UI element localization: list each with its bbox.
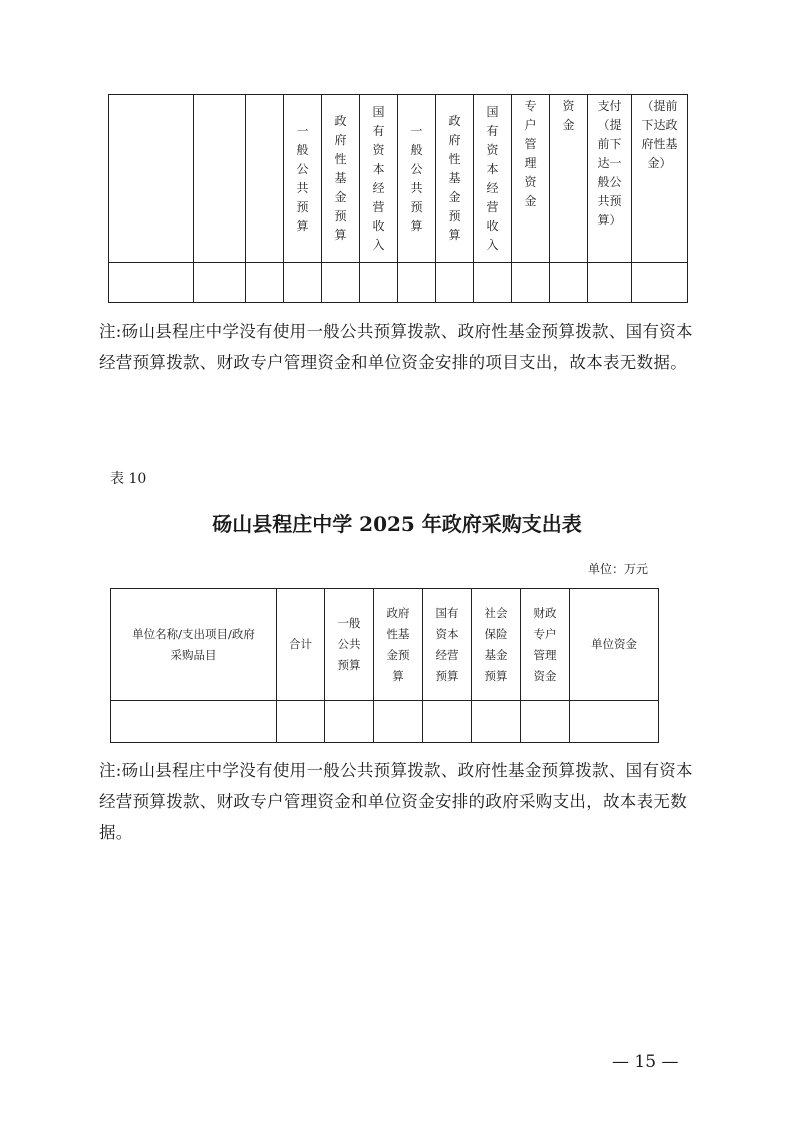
table-cell bbox=[472, 701, 521, 743]
header-cell: 支付 （提 前下 达一 般公 共预 算） bbox=[588, 95, 632, 263]
table-header-row bbox=[111, 589, 659, 701]
table-cell bbox=[322, 263, 360, 303]
header-cell bbox=[109, 95, 194, 263]
table-label: 表 10 bbox=[110, 471, 147, 487]
table-cell bbox=[194, 263, 246, 303]
table-cell bbox=[111, 701, 277, 743]
table-cell bbox=[325, 701, 374, 743]
table-cell bbox=[512, 263, 550, 303]
table-row bbox=[111, 701, 659, 743]
header-cell: （提前 下达政 府性基 金） bbox=[632, 95, 688, 263]
header-cell: 一 般 公 共 预 算 bbox=[284, 95, 322, 263]
header-cell: 一般 公共 预算 bbox=[325, 589, 374, 701]
table-cell bbox=[474, 263, 512, 303]
page-number: — 15 — bbox=[612, 1052, 679, 1072]
table-cell bbox=[436, 263, 474, 303]
header-cell bbox=[194, 95, 246, 263]
table-cell bbox=[632, 263, 688, 303]
unit-label: 单位：万元 bbox=[588, 562, 649, 576]
header-cell: 政 府 性 基 金 预 算 bbox=[322, 95, 360, 263]
header-cell: 政 府 性 基 金 预 算 bbox=[436, 95, 474, 263]
header-cell bbox=[246, 95, 284, 263]
header-cell: 单位资金 bbox=[570, 589, 659, 701]
header-cell: 专 户 管 理 资 金 bbox=[512, 95, 550, 263]
table-cell bbox=[277, 701, 325, 743]
table-header-row bbox=[109, 95, 688, 263]
page-title: 砀山县程庄中学 2025 年政府采购支出表 bbox=[212, 512, 582, 536]
table-cell bbox=[360, 263, 398, 303]
header-cell: 国 有 资 本 经 营 收 入 bbox=[474, 95, 512, 263]
procurement-expenditure-table bbox=[110, 588, 659, 743]
table-cell bbox=[398, 263, 436, 303]
table-cell bbox=[109, 263, 194, 303]
table-cell bbox=[374, 701, 423, 743]
header-cell: 财政 专户 管理 资金 bbox=[521, 589, 570, 701]
table-cell bbox=[521, 701, 570, 743]
header-cell: 合计 bbox=[277, 589, 325, 701]
table-row bbox=[109, 263, 688, 303]
note-text: 注:砀山县程庄中学没有使用一般公共预算拨款、政府性基金预算拨款、国有资本经营预算拨款、财政专户管理资金和单位资金安排的政府采购支出，故本表无数据。 bbox=[99, 761, 693, 842]
table-cell bbox=[570, 701, 659, 743]
header-cell: 社会 保险 基金 预算 bbox=[472, 589, 521, 701]
project-expenditure-table bbox=[108, 94, 688, 303]
table-cell bbox=[588, 263, 632, 303]
table-cell bbox=[423, 701, 472, 743]
note-text: 注:砀山县程庄中学没有使用一般公共预算拨款、政府性基金预算拨款、国有资本经营预算拨款、财政专户管理资金和单位资金安排的项目支出，故本表无数据。 bbox=[99, 322, 693, 372]
header-cell: 国有 资本 经营 预算 bbox=[423, 589, 472, 701]
table-cell bbox=[550, 263, 588, 303]
header-cell: 国 有 资 本 经 营 收 入 bbox=[360, 95, 398, 263]
table-cell bbox=[284, 263, 322, 303]
header-cell: 资 金 bbox=[550, 95, 588, 263]
header-cell: 一 般 公 共 预 算 bbox=[398, 95, 436, 263]
table-cell bbox=[246, 263, 284, 303]
header-cell: 政府 性基 金预 算 bbox=[374, 589, 423, 701]
header-cell: 单位名称/支出项目/政府 采购品目 bbox=[111, 589, 277, 701]
